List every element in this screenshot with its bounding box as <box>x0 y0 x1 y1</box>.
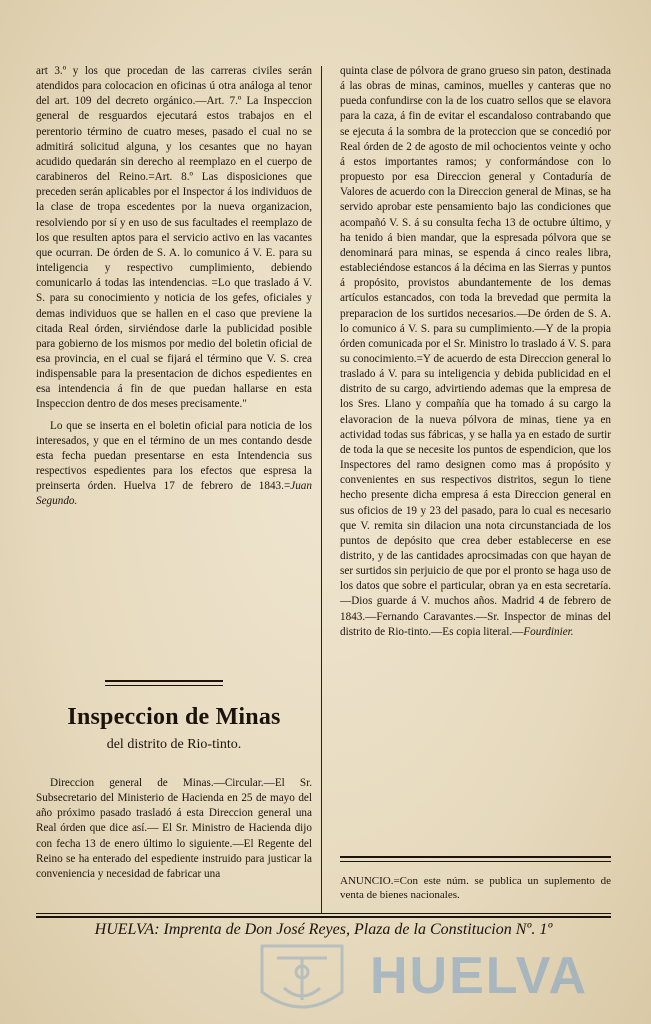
column-rule <box>321 66 322 914</box>
left-column <box>36 64 312 510</box>
footer-rule <box>36 913 611 918</box>
imprint-footer: HUELVA: Imprenta de Don José Reyes, Plaza de la Constitucion Nº. 1º <box>94 921 553 938</box>
left-signature: Juan Segundo. <box>36 480 312 508</box>
anuncio-notice: ANUNCIO.=Con este núm. se publica un suplemento de venta de bienes nacionales. <box>340 875 611 901</box>
left-column-continued <box>36 776 312 882</box>
section-subheading: del distrito de Rio-tinto. <box>106 737 242 752</box>
right-column <box>340 64 611 640</box>
section-heading: Inspeccion de Minas <box>67 704 281 730</box>
section-divider <box>105 680 223 686</box>
left-paragraph-3: Direccion general de Minas.—Circular.—El Sr. Subsecretario del Ministerio de Hacienda en 25 de mayo del año próximo pasado trasladó á esta Direccion general una Real órden que dice así.— El Sr. Ministro de Hacienda dijo con fecha 13 de enero último lo siguiente.—El Regente del Reino se ha enterado del espediente instruido para justicar la conveniencia y necesidad de fabricar una <box>36 777 312 880</box>
anuncio-divider <box>340 856 611 862</box>
watermark-text: HUELVA <box>370 947 589 1005</box>
left-paragraph-2-text: Lo que se inserta en el boletin oficial para noticia de los interesados, y que en el término de un mes contando desde esta fecha puedan presentarse en esta Intendencia sus respectivos espedientes para los efectos que espresa la preinserta órden. Huelva 17 de febrero de 1843.= <box>36 419 312 493</box>
left-paragraph-1: art 3.º y los que procedan de las carreras civiles serán atendidos para colocacion en oficinas ú otra análoga al tenor del art. 109 del decreto orgánico.—Art. 7.º La Inspeccion general de resguardos ejecutará estos trabajos en el perentorio término de cuatro meses, pasado el cual no se admitirá solicitud alguna, y los cesantes que no hayan acudido quedarán sin derecho al reemplazo en el cuerpo de carabineros del Reino.=Art. 8.º Las disposiciones que preceden serán aplicables por el Inspector á los individuos de la clase de tropa escedentes por la nueva organizacion, resolviendo por sí y en uso de sus facultades el reemplazo de los que resulten aptos para el servicio activo en las vacantes que ocurran. De órden de S. A. lo comunico á V. E. para su inteligencia y respectivo cumplimiento, debiendo comunicarlo á todas las intendencias. =Lo que traslado á V. S. para su conocimiento y noticia de los gefes, oficiales y demas individuos que se hallen en el caso que previene la citada Real órden, sirviéndose darle la publicidad posible para gobierno de los mismos por medio del boletin oficial de esa provincia, en el cual se fijará el término que V. S. crea indispensable para la presentacion de dichos espedientes en esa intendencia á fin de que puedan hallarse en esta Inspeccion dentro de dos meses precisamente." <box>36 65 312 411</box>
right-paragraph-1 <box>340 64 611 640</box>
right-signature: Fourdinier. <box>523 625 574 638</box>
left-paragraph-2 <box>36 419 312 510</box>
right-paragraph-1-text: quinta clase de pólvora de grano grueso sin paton, destinada á las obras de minas, caminos, muelles y canteras que no pueda confundirse con la de los cuatro sellos que se elavora para la caza, á fin de evitar el escandaloso contrabando que se ejecuta á la sombra de la proteccion que se concedió por Real órden de 2 de agosto de mil ochocientos veinte y ocho á estos importantes ramos; y conformándose con lo propuesto por esa Direccion general y Contaduría de Valores de acuerdo con la Direccion general de Minas, se ha servido aprobar este pensamiento bajo las condiciones que acompañó V. S. á su consulta fecha 13 de octubre último, y ha tenido á bien mandar, que la espresada pólvora que se denominará para minas, se espenda á cinco reales libra, estableciéndose estancos á la décima en las Sierras y puntos á propósito, provistos abundantemente de los demas artículos estancados, con toda la brevedad que permita la preparacion de los surtidos necesarios.—De órden de S. A. lo comunico á V. S. para su cumplimiento.—Y de la propia órden comunicada por el Sr. Ministro lo traslado á V. S. para su conocimiento.=Y de acuerdo de esta Direccion general lo traslado á V. para su inteligencia y debida publicidad en el distrito de su cargo, advirtiendo ademas que la empresa de los Sres. Llano y compañía que ha tomado á su cargo la elavoracion de la nueva pólvora de minas, tiene ya en actividad todas sus fábricas, y se halla ya en estado de surtir de toda la que se necesite los puntos de espendicion, que los Inspectores del ramo designen como mas á propósito y convenientes en sus respectivos distritos, segun lo tiene hecho presente dicha empresa á esta Direccion general en sus oficios de 19 y 23 del pasado, para lo cual es necesario que V. remita sin dilacion una nota circunstanciada de los puntos de depósito que crea deber establecerse en ese distrito, y de las cantidades aprocsimadas con que hayan de ser surtidos sin perjuicio de que por el pronto se haga uso de los datos que sobre el particular, obran ya en esta secretaría.—Dios guarde á V. muchos años. Madrid 4 de febrero de 1843.—Fernando Caravantes.—Sr. Inspector de minas del distrito de Rio-tinto.—Es copia literal.— <box>340 65 611 638</box>
